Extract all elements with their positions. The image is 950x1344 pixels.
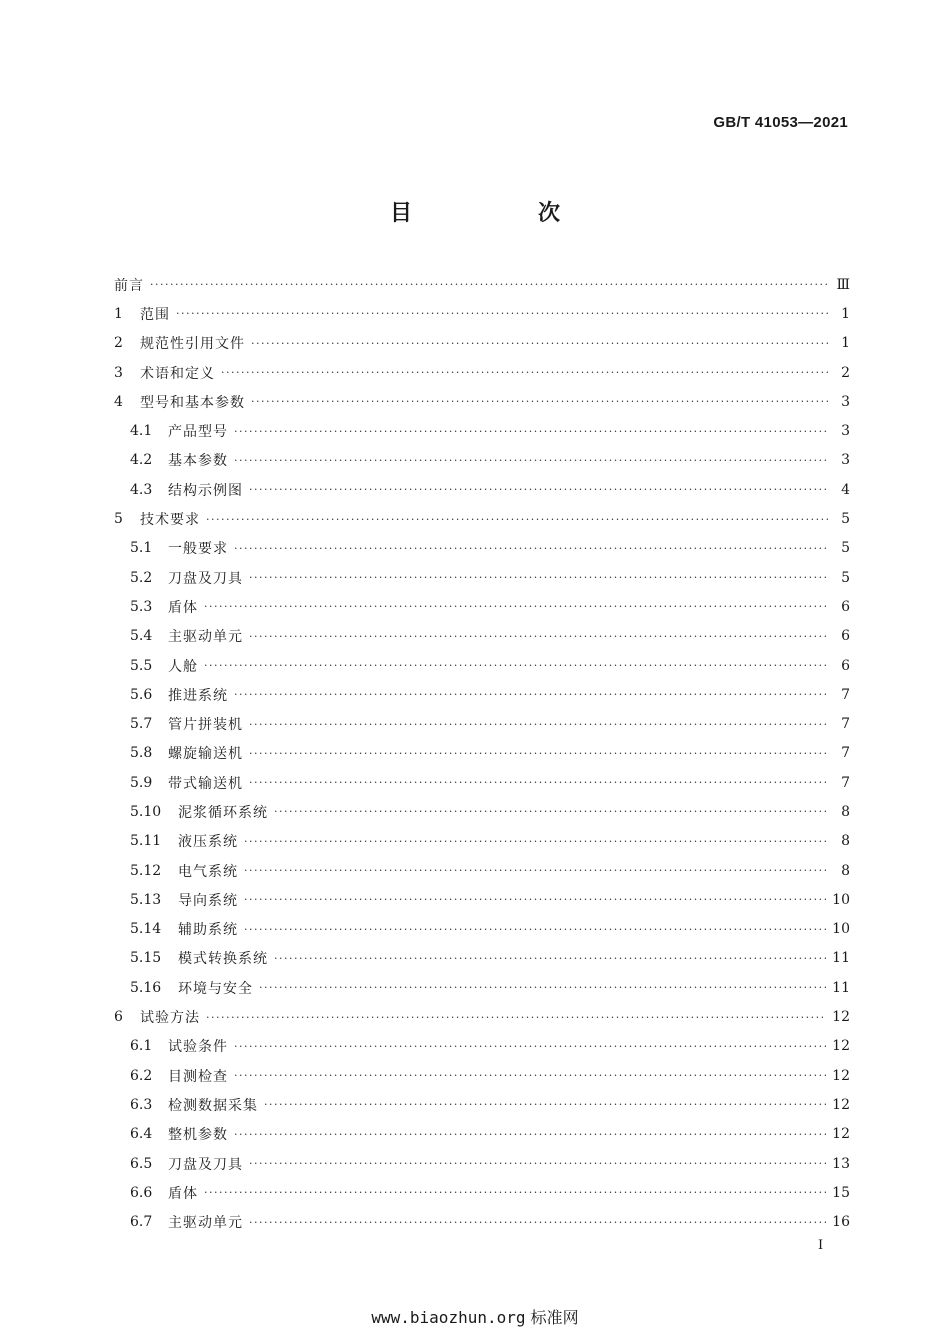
- toc-leader-dots: [249, 777, 828, 788]
- toc-leader-dots: [150, 279, 828, 290]
- toc-leader-dots: [274, 953, 826, 964]
- toc-leader-dots: [206, 514, 828, 525]
- toc-entry-number: 5.13: [130, 891, 162, 908]
- toc-entry-number: 5.12: [130, 862, 162, 879]
- toc-entry[interactable]: [114, 1149, 850, 1178]
- toc-entry-page: 10: [832, 891, 850, 908]
- toc-entry-label: 检测数据采集: [168, 1097, 258, 1114]
- toc-leader-dots: [244, 836, 828, 847]
- toc-leader-dots: [274, 806, 828, 817]
- toc-entry-page: Ⅲ: [836, 276, 850, 293]
- toc-entry-label: 盾体: [168, 1185, 198, 1202]
- toc-leader-dots: [221, 367, 828, 378]
- toc-entry-page: 8: [841, 833, 850, 850]
- toc-entry-page: 16: [832, 1214, 850, 1231]
- toc-entry-page: 7: [841, 716, 850, 733]
- toc-leader-dots: [264, 1099, 826, 1110]
- toc-entry-label: 试验方法: [140, 1010, 200, 1027]
- toc-entry-number: 4.3: [130, 481, 153, 498]
- toc-entry[interactable]: [114, 592, 850, 621]
- toc-entry-label: 辅助系统: [178, 922, 238, 939]
- toc-entry[interactable]: [114, 416, 850, 445]
- toc-entry[interactable]: [114, 973, 850, 1002]
- toc-leader-dots: [249, 572, 828, 583]
- toc-entry-label: 技术要求: [140, 512, 200, 529]
- toc-entry[interactable]: [114, 1002, 850, 1031]
- toc-entry-number: 6: [114, 1009, 123, 1026]
- toc-entry-number: 5.6: [130, 686, 153, 703]
- toc-entry-page: 1: [841, 305, 850, 322]
- toc-entry-number: 3: [114, 364, 123, 381]
- toc-leader-dots: [204, 660, 828, 671]
- toc-entry-page: 3: [841, 452, 850, 469]
- toc-entry[interactable]: [114, 329, 850, 358]
- toc-entry-label: 结构示例图: [168, 482, 243, 499]
- toc-entry[interactable]: [114, 1120, 850, 1149]
- toc-entry[interactable]: [114, 856, 850, 885]
- toc-entry-number: 5.16: [130, 979, 162, 996]
- toc-leader-dots: [234, 1129, 826, 1140]
- toc-entry-number: 6.3: [130, 1096, 153, 1113]
- toc-entry-number: 6.7: [130, 1214, 153, 1231]
- toc-entry[interactable]: [114, 504, 850, 533]
- toc-entry-number: 5.1: [130, 540, 153, 557]
- toc-entry-label: 规范性引用文件: [140, 336, 245, 353]
- toc-entry-page: 1: [841, 335, 850, 352]
- toc-entry-number: 2: [114, 335, 123, 352]
- toc-entry-page: 8: [841, 803, 850, 820]
- toc-entry-page: 11: [832, 950, 850, 967]
- toc-entry[interactable]: [114, 1032, 850, 1061]
- toc-entry[interactable]: [114, 885, 850, 914]
- toc-entry-label: 盾体: [168, 599, 198, 616]
- toc-leader-dots: [244, 924, 826, 935]
- toc-entry-label: 推进系统: [168, 687, 228, 704]
- toc-entry-page: 11: [832, 979, 850, 996]
- toc-leader-dots: [234, 1070, 826, 1081]
- toc-entry-page: 7: [841, 686, 850, 703]
- toc-entry-label: 刀盘及刀具: [168, 570, 243, 587]
- toc-entry-label: 产品型号: [168, 424, 228, 441]
- toc-entry-label: 模式转换系统: [178, 951, 268, 968]
- toc-entry[interactable]: [114, 797, 850, 826]
- toc-entry-label: 范围: [140, 306, 170, 323]
- toc-entry-number: 4.1: [130, 423, 153, 440]
- footer-site-name: 标准网: [530, 1308, 579, 1327]
- toc-entry-page: 3: [841, 423, 850, 440]
- toc-entry-label: 带式输送机: [168, 775, 243, 792]
- toc-entry-number: 5.9: [130, 774, 153, 791]
- toc-entry[interactable]: [114, 563, 850, 592]
- toc-entry-label: 术语和定义: [140, 365, 215, 382]
- toc-leader-dots: [249, 631, 828, 642]
- toc-leader-dots: [249, 484, 828, 495]
- toc-leader-dots: [251, 396, 828, 407]
- toc-entry-number: 5.7: [130, 716, 153, 733]
- toc-leader-dots: [251, 338, 828, 349]
- toc-entry-label: 管片拼装机: [168, 717, 243, 734]
- toc-leader-dots: [244, 865, 828, 876]
- toc-entry[interactable]: [114, 1061, 850, 1090]
- toc-leader-dots: [176, 308, 828, 319]
- toc-leader-dots: [206, 1012, 826, 1023]
- footer: [0, 1305, 950, 1328]
- standard-code: GB/T 41053—2021: [713, 114, 848, 131]
- toc-leader-dots: [234, 1041, 826, 1052]
- toc-entry-number: 5: [114, 511, 123, 528]
- page-title: 目 次: [389, 201, 612, 226]
- toc-entry-number: 5.15: [130, 950, 162, 967]
- toc-leader-dots: [204, 601, 828, 612]
- toc-entry-page: 12: [832, 1067, 850, 1084]
- toc-leader-dots: [249, 748, 828, 759]
- toc-entry-label: 主驱动单元: [168, 629, 243, 646]
- toc-entry[interactable]: [114, 534, 850, 563]
- toc-entry-page: 6: [841, 657, 850, 674]
- toc-entry-label: 整机参数: [168, 1127, 228, 1144]
- toc-entry-label: 型号和基本参数: [140, 394, 245, 411]
- toc-entry[interactable]: [114, 299, 850, 328]
- toc-entry-page: 5: [841, 511, 850, 528]
- toc-entry-label: 一般要求: [168, 541, 228, 558]
- toc-entry[interactable]: [114, 358, 850, 387]
- table-of-contents: [114, 270, 850, 1237]
- toc-entry-number: 5.10: [130, 803, 162, 820]
- toc-entry-page: 4: [841, 481, 850, 498]
- toc-entry-number: 5.3: [130, 598, 153, 615]
- toc-entry-page: 5: [841, 540, 850, 557]
- toc-entry[interactable]: [114, 387, 850, 416]
- toc-entry-page: 12: [832, 1009, 850, 1026]
- toc-entry-number: 6.6: [130, 1184, 153, 1201]
- toc-entry-page: 12: [832, 1038, 850, 1055]
- toc-entry-page: 2: [841, 364, 850, 381]
- toc-entry-label: 基本参数: [168, 453, 228, 470]
- toc-entry-label: 目测检查: [168, 1068, 228, 1085]
- toc-entry-page: 7: [841, 745, 850, 762]
- toc-entry[interactable]: [114, 680, 850, 709]
- toc-leader-dots: [234, 455, 828, 466]
- toc-entry-page: 12: [832, 1096, 850, 1113]
- toc-entry-page: 6: [841, 628, 850, 645]
- toc-entry[interactable]: [114, 1208, 850, 1237]
- toc-leader-dots: [234, 543, 828, 554]
- toc-entry-number: 5.14: [130, 921, 162, 938]
- toc-entry-label: 人舱: [168, 658, 198, 675]
- toc-entry-number: 5.11: [130, 833, 162, 850]
- toc-entry-number: 1: [114, 305, 123, 322]
- toc-entry[interactable]: [114, 270, 850, 299]
- toc-leader-dots: [234, 426, 828, 437]
- toc-entry-page: 8: [841, 862, 850, 879]
- toc-entry[interactable]: [114, 739, 850, 768]
- toc-entry-number: 5.4: [130, 628, 153, 645]
- toc-entry-label: 前言: [114, 277, 144, 294]
- toc-entry-page: 3: [841, 393, 850, 410]
- toc-entry-number: 6.1: [130, 1038, 153, 1055]
- toc-entry[interactable]: [114, 827, 850, 856]
- toc-entry[interactable]: [114, 944, 850, 973]
- toc-entry[interactable]: [114, 475, 850, 504]
- toc-entry-number: 6.4: [130, 1126, 153, 1143]
- toc-entry-page: 7: [841, 774, 850, 791]
- toc-entry-label: 主驱动单元: [168, 1215, 243, 1232]
- toc-leader-dots: [204, 1187, 826, 1198]
- toc-entry-page: 15: [832, 1184, 850, 1201]
- toc-leader-dots: [249, 719, 828, 730]
- toc-entry[interactable]: [114, 622, 850, 651]
- toc-entry-label: 螺旋输送机: [168, 746, 243, 763]
- toc-entry[interactable]: [114, 768, 850, 797]
- toc-leader-dots: [244, 894, 826, 905]
- toc-entry-number: 5.8: [130, 745, 153, 762]
- toc-entry-number: 4.2: [130, 452, 153, 469]
- toc-leader-dots: [234, 689, 828, 700]
- toc-entry-label: 导向系统: [178, 892, 238, 909]
- page-number: I: [818, 1238, 824, 1253]
- toc-leader-dots: [259, 982, 826, 993]
- toc-leader-dots: [249, 1158, 826, 1169]
- toc-entry[interactable]: [114, 709, 850, 738]
- footer-url: www.biaozhun.org: [371, 1308, 526, 1327]
- toc-entry-page: 10: [832, 921, 850, 938]
- toc-entry[interactable]: [114, 1178, 850, 1207]
- toc-entry[interactable]: [114, 446, 850, 475]
- toc-entry-label: 液压系统: [178, 834, 238, 851]
- toc-entry-label: 环境与安全: [178, 980, 253, 997]
- toc-entry-number: 4: [114, 393, 123, 410]
- toc-entry-page: 13: [832, 1155, 850, 1172]
- toc-entry-number: 5.5: [130, 657, 153, 674]
- toc-entry-label: 试验条件: [168, 1039, 228, 1056]
- toc-entry-page: 12: [832, 1126, 850, 1143]
- toc-entry-label: 刀盘及刀具: [168, 1156, 243, 1173]
- toc-leader-dots: [249, 1217, 826, 1228]
- toc-entry-label: 泥浆循环系统: [178, 804, 268, 821]
- toc-entry[interactable]: [114, 651, 850, 680]
- toc-entry[interactable]: [114, 1090, 850, 1119]
- toc-entry-number: 5.2: [130, 569, 153, 586]
- toc-entry-page: 5: [841, 569, 850, 586]
- toc-entry[interactable]: [114, 915, 850, 944]
- toc-entry-label: 电气系统: [178, 863, 238, 880]
- toc-entry-page: 6: [841, 598, 850, 615]
- toc-entry-number: 6.5: [130, 1155, 153, 1172]
- toc-entry-number: 6.2: [130, 1067, 153, 1084]
